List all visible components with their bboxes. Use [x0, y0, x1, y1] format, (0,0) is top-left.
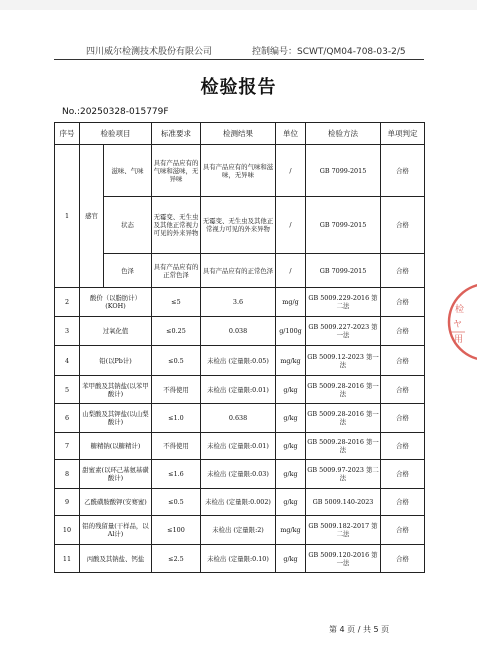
row-no: 3 — [55, 317, 80, 346]
table-row — [55, 197, 425, 254]
row-no: 2 — [55, 288, 80, 317]
verdict-cell: 合格 — [381, 376, 425, 404]
page-indicator: 第 4 页 / 共 5 页 — [329, 625, 390, 634]
unit-cell: g/kg — [276, 404, 306, 433]
header-divider — [54, 59, 424, 60]
unit-cell: / — [276, 145, 306, 197]
standard-cell: ≤1.6 — [152, 460, 201, 489]
control-number: 控制编号：SCWT/QM04-708-03-2/5 — [252, 47, 406, 57]
result-cell: 3.6 — [201, 288, 276, 317]
unit-cell: g/kg — [276, 433, 306, 460]
method-cell: GB 7099-2015 — [306, 254, 381, 288]
item-cell: 铝的残留量(干样品，以Al计) — [80, 516, 152, 545]
item-cell: 山梨酸及其钾盐(以山梨酸计) — [80, 404, 152, 433]
header-method: 检验方法 — [306, 123, 381, 145]
method-cell: GB 5009.28-2016 第一法 — [306, 376, 381, 404]
result-cell: 未检出 (定量限:0.01) — [201, 433, 276, 460]
header-result: 检测结果 — [201, 123, 276, 145]
result-cell: 具有产品应有的气味和滋味，无异味 — [201, 145, 276, 197]
standard-cell: 具有产品应有的气味和滋味，无异味 — [152, 145, 201, 197]
header-verdict: 单项判定 — [381, 123, 425, 145]
company-name: 四川威尔检测技术股份有限公司 — [86, 47, 213, 57]
official-seal-stamp — [447, 272, 477, 372]
table-row — [55, 516, 425, 545]
row-no: 8 — [55, 460, 80, 489]
item-cell: 苯甲酸及其钠盐(以苯甲酸计) — [80, 376, 152, 404]
method-cell: GB 5009.140-2023 — [306, 489, 381, 516]
standard-cell: 不得使用 — [152, 433, 201, 460]
standard-cell: 无霉变、无生虫及其他正常视力可见的外来异物 — [152, 197, 201, 254]
table-row — [55, 404, 425, 433]
table-row — [55, 288, 425, 317]
method-cell: GB 5009.97-2023 第二法 — [306, 460, 381, 489]
row-no: 11 — [55, 545, 80, 573]
method-cell: GB 5009.182-2017 第二法 — [306, 516, 381, 545]
verdict-cell: 合格 — [381, 545, 425, 573]
report-title: 检验报告 — [200, 77, 277, 98]
table-row — [55, 545, 425, 573]
method-cell: GB 5009.229-2016 第二法 — [306, 288, 381, 317]
table-row — [55, 460, 425, 489]
item-cell: 糖精钠(以糖精计) — [80, 433, 152, 460]
item-cell: 甜蜜素(以环己基氨基磺酸计) — [80, 460, 152, 489]
row-no: 6 — [55, 404, 80, 433]
header-no: 序号 — [55, 123, 80, 145]
seal-text: ヤ — [453, 320, 463, 330]
result-cell: 无霉变、无生虫及其他正常视力可见的外来异物 — [201, 197, 276, 254]
table-row — [55, 254, 425, 288]
method-cell: GB 5009.120-2016 第一法 — [306, 545, 381, 573]
standard-cell: ≤1.0 — [152, 404, 201, 433]
method-cell: GB 5009.28-2016 第一法 — [306, 433, 381, 460]
table-row — [55, 433, 425, 460]
header-item: 检验项目 — [80, 123, 152, 145]
verdict-cell: 合格 — [381, 433, 425, 460]
viewer-top-bar — [0, 0, 477, 10]
standard-cell: 具有产品应有的正常色泽 — [152, 254, 201, 288]
method-cell: GB 5009.12-2023 第一法 — [306, 346, 381, 376]
verdict-cell: 合格 — [381, 288, 425, 317]
item-cell: 酸价（以脂肪计）(KOH) — [80, 288, 152, 317]
unit-cell: mg/kg — [276, 346, 306, 376]
method-cell: GB 7099-2015 — [306, 197, 381, 254]
report-number: No.:20250328-015779F — [62, 107, 169, 117]
verdict-cell: 合格 — [381, 489, 425, 516]
verdict-cell: 合格 — [381, 145, 425, 197]
table-row — [55, 489, 425, 516]
standard-cell: 不得使用 — [152, 376, 201, 404]
row-no: 10 — [55, 516, 80, 545]
table-header-row — [55, 123, 425, 145]
row-no: 4 — [55, 346, 80, 376]
result-cell: 未检出 (定量限:0.05) — [201, 346, 276, 376]
result-cell: 未检出 (定量限:0.002) — [201, 489, 276, 516]
unit-cell: g/kg — [276, 545, 306, 573]
verdict-cell: 合格 — [381, 346, 425, 376]
unit-cell: g/kg — [276, 460, 306, 489]
header-standard: 标准要求 — [152, 123, 201, 145]
method-cell: GB 5009.227-2023 第一法 — [306, 317, 381, 346]
seal-text: 检 — [455, 305, 465, 315]
result-cell: 未检出 (定量限:0.03) — [201, 460, 276, 489]
item-cell: 铅(以Pb计) — [80, 346, 152, 376]
standard-cell: ≤2.5 — [152, 545, 201, 573]
row-no: 7 — [55, 433, 80, 460]
result-cell: 未检出 (定量限:0.01) — [201, 376, 276, 404]
unit-cell: / — [276, 197, 306, 254]
table-row — [55, 376, 425, 404]
table-row — [55, 145, 425, 197]
item-cell: 过氧化值 — [80, 317, 152, 346]
inspection-table — [54, 122, 425, 573]
unit-cell: g/kg — [276, 489, 306, 516]
standard-cell: ≤5 — [152, 288, 201, 317]
standard-cell: ≤0.5 — [152, 346, 201, 376]
result-cell: 具有产品应有的正常色泽 — [201, 254, 276, 288]
unit-cell: mg/g — [276, 288, 306, 317]
sensory-item: 滋味、气味 — [104, 145, 152, 197]
sensory-group: 感官 — [80, 145, 104, 288]
standard-cell: ≤0.5 — [152, 489, 201, 516]
item-cell: 丙酸及其钠盐、钙盐 — [80, 545, 152, 573]
standard-cell: ≤100 — [152, 516, 201, 545]
unit-cell: / — [276, 254, 306, 288]
header-unit: 单位 — [276, 123, 306, 145]
result-cell: 未检出 (定量限:2) — [201, 516, 276, 545]
verdict-cell: 合格 — [381, 516, 425, 545]
verdict-cell: 合格 — [381, 254, 425, 288]
verdict-cell: 合格 — [381, 460, 425, 489]
method-cell: GB 5009.28-2016 第一法 — [306, 404, 381, 433]
unit-cell: g/kg — [276, 376, 306, 404]
verdict-cell: 合格 — [381, 197, 425, 254]
row-no: 5 — [55, 376, 80, 404]
item-cell: 乙酰磺胺酸钾(安赛蜜) — [80, 489, 152, 516]
table-row — [55, 346, 425, 376]
unit-cell: mg/kg — [276, 516, 306, 545]
result-cell: 0.038 — [201, 317, 276, 346]
result-cell: 0.638 — [201, 404, 276, 433]
standard-cell: ≤0.25 — [152, 317, 201, 346]
sensory-item: 状态 — [104, 197, 152, 254]
row-no: 9 — [55, 489, 80, 516]
result-cell: 未检出 (定量限:0.10) — [201, 545, 276, 573]
row-no: 1 — [55, 145, 80, 288]
sensory-item: 色泽 — [104, 254, 152, 288]
verdict-cell: 合格 — [381, 317, 425, 346]
unit-cell: g/100g — [276, 317, 306, 346]
seal-text: 用 — [454, 335, 464, 345]
method-cell: GB 7099-2015 — [306, 145, 381, 197]
verdict-cell: 合格 — [381, 404, 425, 433]
table-row — [55, 317, 425, 346]
